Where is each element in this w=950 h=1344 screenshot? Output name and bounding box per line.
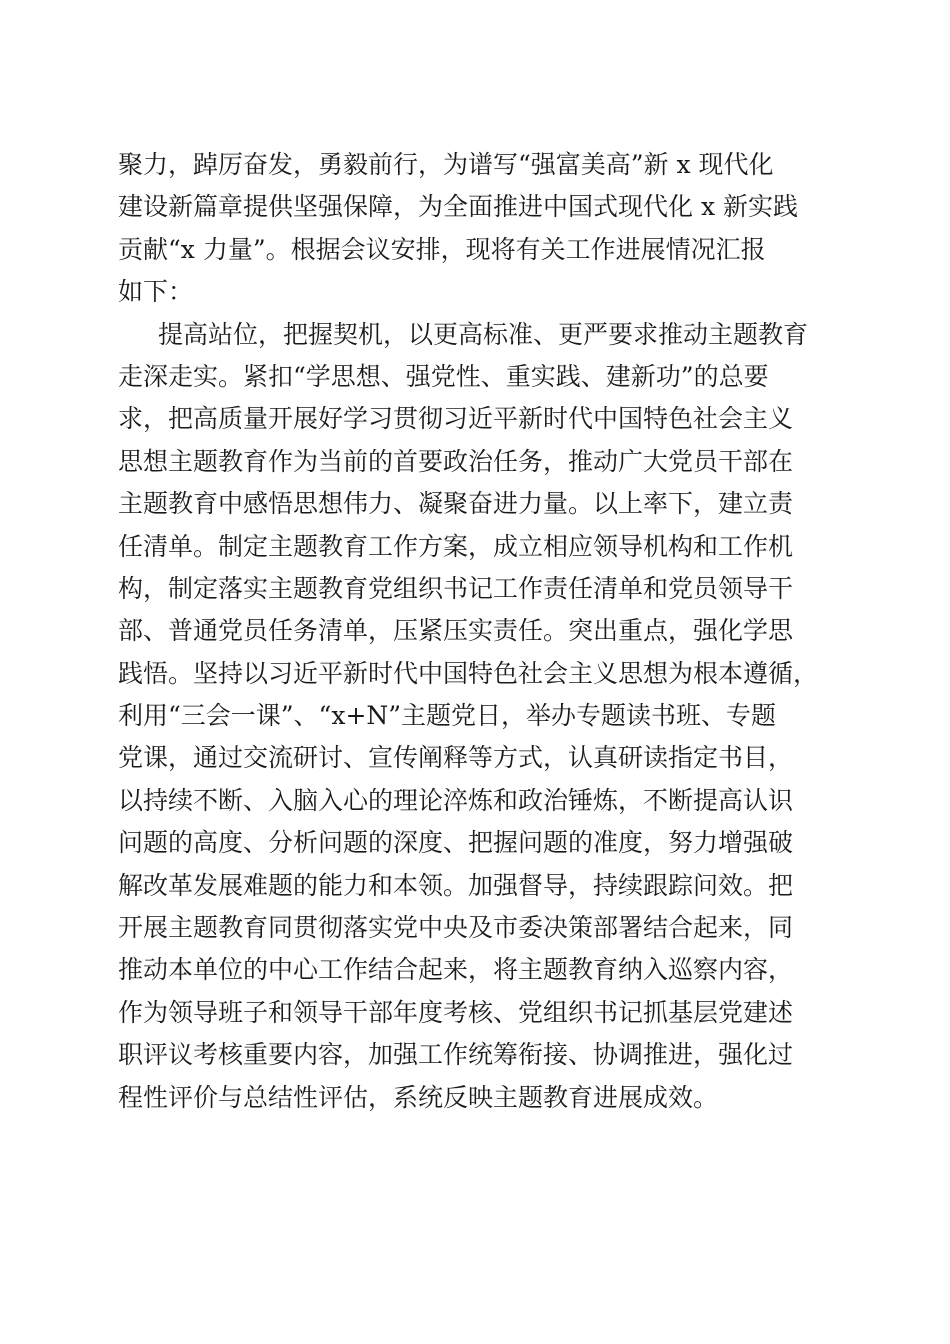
text-line: 聚力，踔厉奋发，勇毅前行，为谱写“强富美高”新 x 现代化: [118, 150, 774, 179]
text-line: 解改革发展难题的能力和本领。加强督导，持续跟踪问效。把: [118, 870, 794, 900]
text-line: 问题的高度、分析问题的深度、把握问题的准度，努力增强破: [118, 828, 794, 858]
text-line: 求，把高质量开展好学习贯彻习近平新时代中国特色社会主义: [118, 404, 794, 434]
paragraph-first-line: 提高站位，把握契机，以更高标准、更严要求推动主题教育: [158, 319, 809, 349]
text-line: 贡献“x 力量”。根据会议安排，现将有关工作进展情况汇报: [118, 234, 766, 264]
text-line: 党课，通过交流研讨、宣传阐释等方式，认真研读指定书目，: [118, 743, 794, 773]
text-line: 程性评价与总结性评估，系统反映主题教育进展成效。: [118, 1082, 719, 1112]
text-line: 如下：: [118, 277, 194, 307]
text-line: 部、普通党员任务清单，压紧压实责任。突出重点，强化学思: [118, 616, 794, 646]
text-line: 构，制定落实主题教育党组织书记工作责任清单和党员领导干: [118, 573, 794, 603]
text-line: 任清单。制定主题教育工作方案，成立相应领导机构和工作机: [118, 531, 794, 561]
text-line: 主题教育中感悟思想伟力、凝聚奋进力量。以上率下，建立责: [118, 489, 794, 519]
text-line: 以持续不断、入脑入心的理论淬炼和政治锤炼，不断提高认识: [118, 785, 794, 815]
text-line: 走深走实。紧扣“学思想、强党性、重实践、建新功”的总要: [118, 361, 769, 391]
text-line: 建设新篇章提供坚强保障，为全面推进中国式现代化 x 新实践: [118, 192, 798, 222]
text-line: 职评议考核重要内容，加强工作统筹衔接、协调推进，强化过: [118, 1040, 794, 1070]
text-line: 作为领导班子和领导干部年度考核、党组织书记抓基层党建述: [118, 997, 794, 1027]
text-line: 开展主题教育同贯彻落实党中央及市委决策部署结合起来，同: [118, 913, 794, 943]
text-line: 利用“三会一课”、“x+N”主题党日，举办专题读书班、专题: [118, 701, 777, 731]
text-line: 推动本单位的中心工作结合起来，将主题教育纳入巡察内容，: [118, 955, 794, 985]
text-line: 践悟。坚持以习近平新时代中国特色社会主义思想为根本遵循，: [118, 658, 819, 688]
text-line: 思想主题教育作为当前的首要政治任务，推动广大党员干部在: [118, 446, 794, 476]
body-text: [118, 144, 838, 1119]
